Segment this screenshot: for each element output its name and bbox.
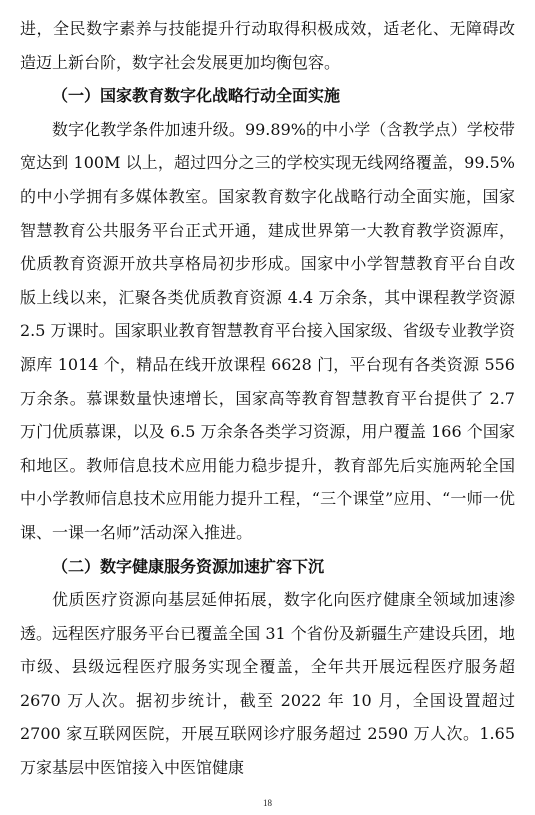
section-paragraph-health: 优质医疗资源向基层延伸拓展，数字化向医疗健康全领域加速渗透。远程医疗服务平台已覆盖全国 31 个省份及新疆生产建设兵团，地市级、县级远程医疗服务实现全覆盖，全年共开展远程医疗服务超 2670 万人次。据初步统计，截至 2022 年 10 月，全国设置超过 2700 家互联网医院，开展互联网诊疗服务超过 2590 万人次。1.65 万家基层中医馆接入中医馆健康 [20,590,515,778]
section-heading-health: （二）数字健康服务资源加速扩容下沉 [52,556,325,576]
section-paragraph-education: 数字化教学条件加速升级。99.89%的中小学（含教学点）学校带宽达到 100M 以上，超过四分之三的学校实现无线网络覆盖，99.5%的中小学拥有多媒体教室。国家教育数字化战略行动全面实施，国家智慧教育公共服务平台正式开通，建成世界第一大教育教学资源库，优质教育资源开放共享格局初步形成。国家中小学智慧教育平台自改版上线以来，汇聚各类优质教育资源 4.4 万余条，其中课程教学资源 2.5 万课时。国家职业教育智慧教育平台接入国家级、省级专业教学资源库 1014 个，精品在线开放课程 6628 门，平台现有各类资源 556 万余条。慕课数量快速增长，国家高等教育智慧教育平台提供了 2.7 万门优质慕课，以及 6.5 万余条各类学习资源，用户覆盖 166 个国家和地区。教师信息技术应用能力稳步提升，教育部先后实施两轮全国中小学教师信息技术应用能力提升工程，“三个课堂”应用、“一师一优课、一课一名师”活动深入推进。 [20,119,515,542]
intro-paragraph: 进，全民数字素养与技能提升行动取得积极成效，适老化、无障碍改造迈上新台阶，数字社会发展更加均衡包容。 [20,19,515,72]
section-heading-education: （一）国家教育数字化战略行动全面实施 [52,86,341,106]
document-page [20,12,515,785]
page-number: 18 [263,798,272,808]
